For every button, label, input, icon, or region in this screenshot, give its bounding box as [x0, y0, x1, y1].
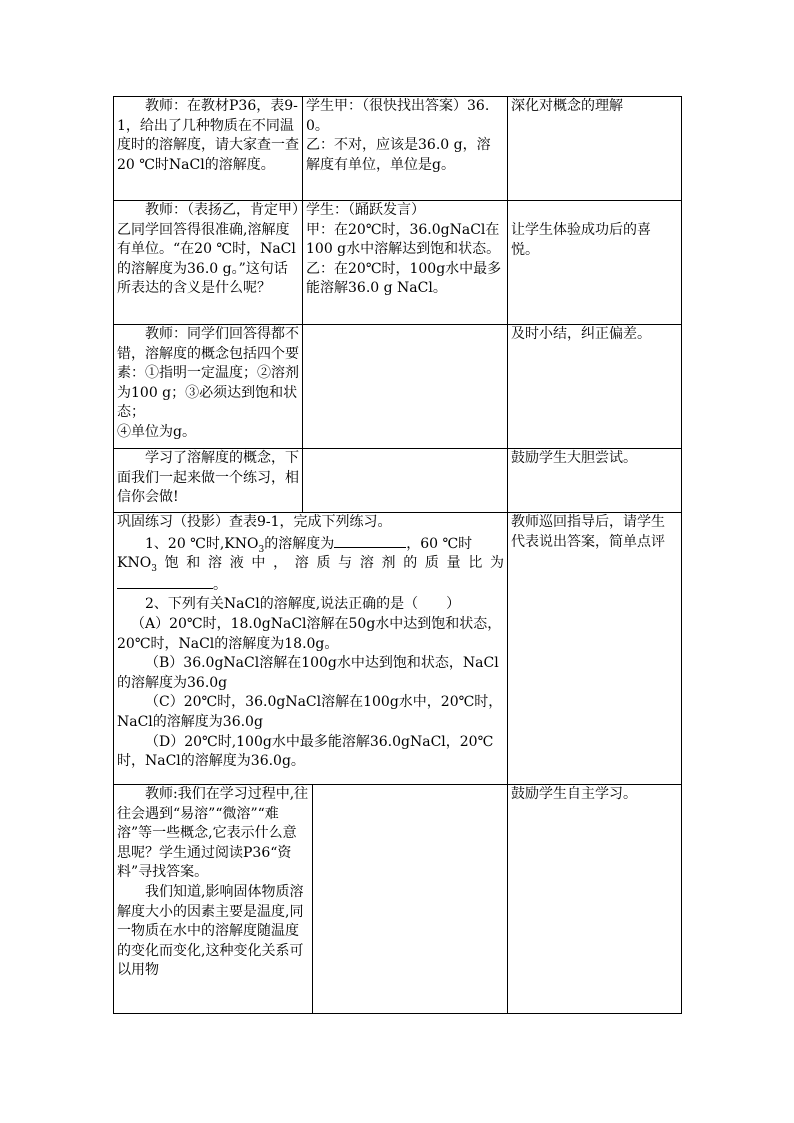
q1-text: KNO	[117, 555, 152, 572]
option-b: （B）36.0gNaCl溶解在100g水中达到饱和状态，NaCl的溶解度为36.0g	[117, 655, 499, 691]
design-note: 教师巡回指导后，请学生代表说出答案，简单点评	[511, 514, 666, 550]
student-text: 甲：在20℃时，36.0gNaCl在100 g水中溶解达到饱和状态。	[306, 221, 501, 258]
q1-text: 的溶解度为	[264, 535, 335, 552]
option-c: （C）20℃时，36.0gNaCl溶解在100g水中，20℃时，NaCl的溶解度为36.0g	[117, 694, 503, 730]
design-note: 鼓励学生自主学习。	[511, 786, 638, 802]
design-note-cell	[508, 513, 682, 785]
student-cell	[303, 325, 508, 449]
exercise-question-1	[117, 533, 504, 555]
table-row	[114, 513, 682, 785]
student-cell	[313, 785, 508, 1014]
option-d: （D）20℃时,100g水中最多能溶解36.0gNaCl，20℃时，NaCl的溶解度为36.0g。	[117, 733, 494, 770]
teacher-cell	[114, 449, 303, 513]
design-note: 深化对概念的理解	[511, 98, 624, 114]
design-note-cell	[508, 449, 682, 513]
student-text: 乙：在20℃时，100g水中最多能溶解36.0 g NaCl。	[306, 260, 502, 297]
lesson-plan-page	[113, 96, 681, 1015]
exercise-question-1-end	[117, 574, 504, 596]
table-row	[114, 785, 682, 1014]
subscript: 3	[151, 563, 157, 574]
teacher-cell	[114, 97, 303, 201]
table-row	[114, 325, 682, 449]
q1-text: ，60 ℃时	[406, 535, 473, 552]
teacher-text: 教师:我们在学习过程中,往往会遇到“易溶”“微溶”“难溶”等一些概念,它表示什么意思呢？学生通过阅读P36“资料”寻找答案。	[117, 786, 309, 881]
table-row	[114, 201, 682, 325]
q1-text: 1、20 ℃时,KNO	[145, 535, 259, 552]
design-note: 让学生体验成功后的喜悦。	[511, 222, 652, 258]
design-note: 鼓励学生大胆尝试。	[511, 450, 638, 466]
student-text: 乙：不对，应该是36.0 g，溶解度有单位，单位是g。	[306, 137, 491, 173]
design-note-cell	[508, 201, 682, 325]
student-cell	[303, 97, 508, 201]
design-note-cell	[508, 325, 682, 449]
q1-text: 饱和溶液中，溶质与溶剂的质量比为	[156, 555, 505, 572]
teacher-text: 教师：同学们回答得都不错，溶解度的概念包括四个要素：①指明一定温度；②溶剂为100 g；③必须达到饱和状态；	[117, 326, 299, 421]
table-row	[114, 449, 682, 513]
q1-text: 。	[213, 576, 227, 593]
student-cell	[303, 201, 508, 325]
exercise-title: 巩固练习（投影）查表9-1，完成下列练习。	[117, 514, 392, 530]
option-a: （A）20℃时，18.0gNaCl溶解在50g水中达到饱和状态，20℃时，NaCl的溶解度为18.0g。	[117, 615, 502, 652]
teacher-text: 我们知道,影响固体物质溶解度大小的因素主要是温度,同一物质在水中的溶解度随温度的变化而变化,这种变化关系可以用物	[117, 883, 304, 979]
design-note-cell	[508, 97, 682, 201]
teacher-text: 教师：在教材P36，表9-1，给出了几种物质在不同温度时的溶解度，请大家查一查20 ℃时NaCl的溶解度。	[117, 98, 299, 173]
answer-blank[interactable]	[117, 574, 213, 589]
teacher-text: ④单位为g。	[117, 423, 196, 440]
teacher-cell	[114, 785, 313, 1014]
subscript: 3	[258, 544, 265, 555]
design-note: 及时小结，纠正偏差。	[511, 326, 652, 342]
design-note-cell	[508, 785, 682, 1014]
exercise-cell	[114, 513, 508, 785]
teacher-text: 学习了溶解度的概念，下面我们一起来做一个练习，相信你会做!	[117, 450, 299, 506]
student-cell	[303, 449, 508, 513]
table-row	[114, 97, 682, 201]
lesson-plan-table	[113, 96, 682, 1014]
student-text: 学生：（踊跃发言）	[306, 202, 425, 218]
teacher-cell	[114, 325, 303, 449]
answer-blank[interactable]	[334, 533, 406, 548]
teacher-text: 教师：（表扬乙，肯定甲）乙同学回答得很准确,溶解度有单位。“在20 ℃时，NaCl的溶解度为36.0 g。”这句话所表达的含义是什么呢？	[117, 202, 299, 297]
student-text: 学生甲：（很快找出答案）36.0。	[306, 98, 490, 134]
teacher-cell	[114, 201, 303, 325]
exercise-question-1-cont	[117, 554, 504, 574]
exercise-question-2: 2、下列有关NaCl的溶解度,说法正确的是（ ）	[145, 596, 461, 613]
